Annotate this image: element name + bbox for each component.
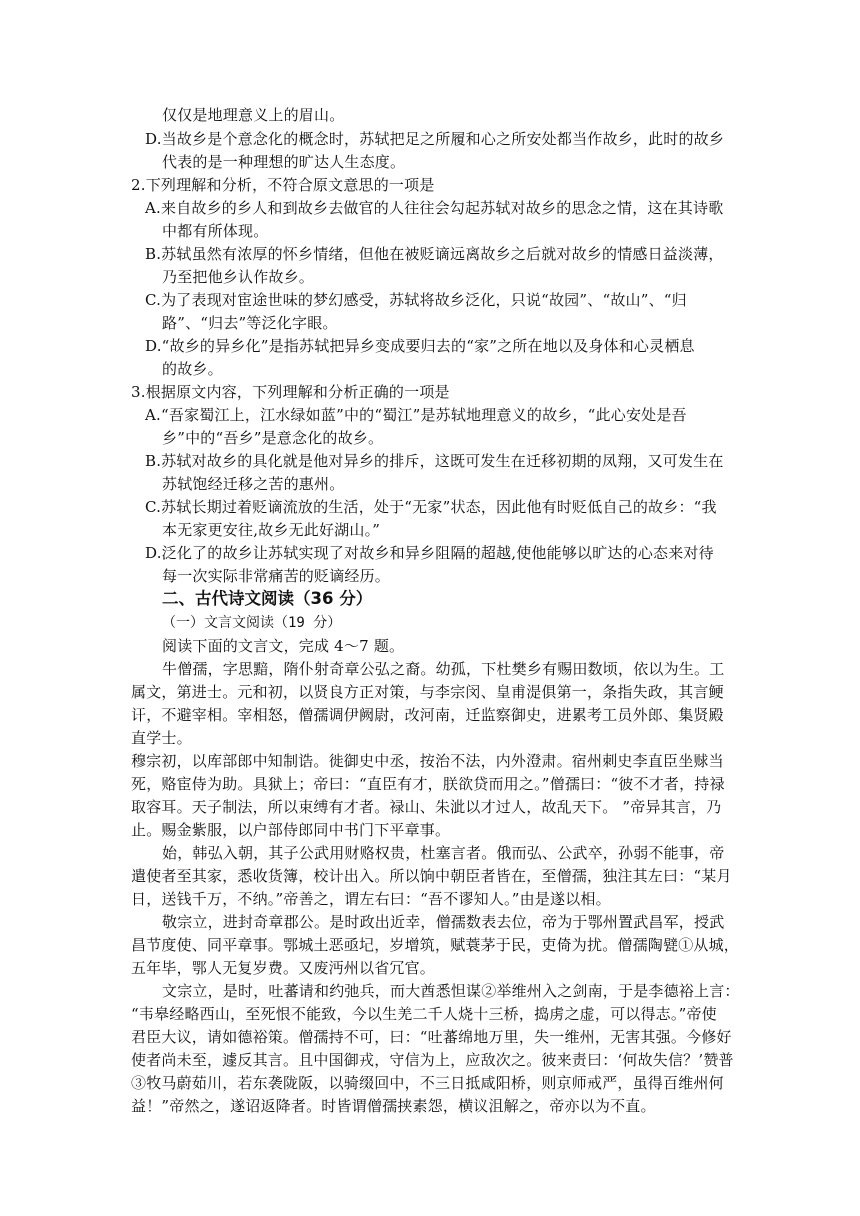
passage-line: “韦皋经略西山，至死恨不能致，今以生羌二千人烧十三桥，捣虏之虚，可以得志。”帝使 [131,1005,717,1023]
q3-option-d-continuation: 每一次实际非常痛苦的贬谪经历。 [162,567,391,585]
passage-line: 昌节度使、同平章事。鄂城土恶亟圮，岁增筑，赋蓑茅于民，吏倚为扰。僧孺陶甓①从城， [131,936,740,954]
passage-line: 遣使者至其家，悉收货簿，校计出入。所以饷中朝臣者皆在，至僧孺，独注其左曰：“某月 [131,867,732,885]
q1-option-d: D.当故乡是个意念化的概念时，苏轼把足之所履和心之所安处都当作故乡，此时的故乡 [145,130,725,148]
q2-option-b: B.苏轼虽然有浓厚的怀乡情绪，但他在被贬谪远离故乡之后就对故乡的情感日益淡薄， [145,245,724,263]
passage-line: ③牧马蔚茹川，若东袭陇阪，以骑缀回中，不三日抵咸阳桥，则京师戒严，虽得百维州何 [131,1074,724,1092]
passage-line: 穆宗初，以库部郎中知制诰。徙御史中丞，按治不法，内外澄肃。宿州刺史李直臣坐赇当 [131,752,724,770]
question-3: 3.根据原文内容，下列理解和分析正确的一项是 [131,383,450,401]
q2-option-d-continuation: 的故乡。 [162,360,223,378]
q2-option-a-continuation: 中都有所体现。 [162,222,269,240]
passage-line: 文宗立，是时，吐蕃请和约弛兵，而大酋悉怛谋②举维州入之剑南，于是李德裕上言： [162,982,740,1000]
subsection-title: （一）文言文阅读（19 分） [162,615,342,631]
reading-instruction: 阅读下面的文言文，完成 4～7 题。 [162,637,405,655]
section-title: 二、古代诗文阅读（36 分） [162,589,373,608]
passage-line: 取容耳。天子制法，所以束缚有才者。禄山、朱泚以才过人，故乱天下。 ”帝异其言，乃 [131,798,722,816]
q3-option-b-continuation: 苏轼饱经迁移之苦的惠州。 [162,475,345,493]
q1-option-d-continuation: 代表的是一种理想的旷达人生态度。 [162,153,406,171]
option-c-continuation: 仅仅是地理意义上的眉山。 [162,106,345,124]
q2-option-d: D.“故乡的异乡化”是指苏轼把异乡变成要归去的“家”之所在地以及身体和心灵栖息 [145,337,695,355]
passage-line: 始，韩弘入朝，其子公武用财赂权贵，杜塞言者。俄而弘、公武卒，孙弱不能事，帝 [162,844,725,862]
q3-option-c: C.苏轼长期过着贬谪流放的生活，处于“无家”状态，因此他有时贬低自己的故乡：“我 [145,498,717,516]
q3-option-b: B.苏轼对故乡的具化就是他对异乡的排斥，这既可发生在迁移初期的凤翔，又可发生在 [145,452,724,470]
q3-option-d: D.泛化了的故乡让苏轼实现了对故乡和异乡阻隔的超越,使他能够以旷达的心态来对待 [145,544,714,562]
q3-option-c-continuation: 本无家更安往,故乡无此好湖山。” [162,521,381,539]
q2-option-a: A.来自故乡的乡人和到故乡去做官的人往往会勾起苏轼对故乡的思念之情，这在其诗歌 [145,199,724,217]
q3-option-a-continuation: 乡”中的“吾乡”是意念化的故乡。 [162,429,384,447]
passage-line: 益！”帝然之，遂诏返降者。时皆谓僧孺挟素怨，横议沮解之，帝亦以为不直。 [131,1097,656,1115]
q2-option-c: C.为了表现对宦途世味的梦幻感受，苏轼将故乡泛化，只说“故园”、“故山”、“归 [145,291,687,309]
passage-line: 死，赂宦侍为助。具狱上；帝曰：“直臣有才，朕欲贷而用之。”僧孺曰：“彼不才者，持禄 [131,775,725,793]
passage-line: 使者尚未至，遽反其言。且中国御戎，守信为上，应敌次之。彼来责曰：‘何故失信？’赞普 [131,1051,734,1069]
question-2: 2.下列理解和分析，不符合原文意思的一项是 [131,176,435,194]
passage-line: 君臣大议，请如德裕策。僧孺持不可，曰：“吐蕃绵地万里，失一维州，无害其强。今修好 [131,1028,732,1046]
passage-line: 敬宗立，进封奇章郡公。是时政出近幸，僧孺数表去位，帝为于鄂州置武昌军，授武 [162,913,725,931]
q3-option-a: A.“吾家蜀江上，江水绿如蓝”中的“蜀江”是苏轼地理意义的故乡，“此心安处是吾 [145,406,687,424]
passage-line: 止。赐金紫服，以户部侍郎同中书门下平章事。 [131,821,451,839]
passage-line: 直学士。 [131,729,192,747]
passage-line: 日，送钱千万，不纳。”帝善之，谓左右曰：“吾不谬知人。”由是遂以相。 [131,890,611,908]
passage-line: 五年毕，鄂人无复岁费。又废沔州以省冗官。 [131,959,436,977]
q2-option-c-continuation: 路”、“归去”等泛化字眼。 [162,314,338,332]
passage-line: 牛僧孺，字思黯，隋仆射奇章公弘之裔。幼孤，下杜樊乡有赐田数顷，依以为生。工 [162,660,725,678]
passage-line: 属文，第进士。元和初，以贤良方正对策，与李宗闵、皇甫湜俱第一，条指失政，其言鲠 [131,683,724,701]
passage-line: 讦，不避宰相。宰相怒，僧孺调伊阙尉，改河南，迁监察御史，进累考工员外郎、集贤殿 [131,706,724,724]
q2-option-b-continuation: 乃至把他乡认作故乡。 [162,268,315,286]
